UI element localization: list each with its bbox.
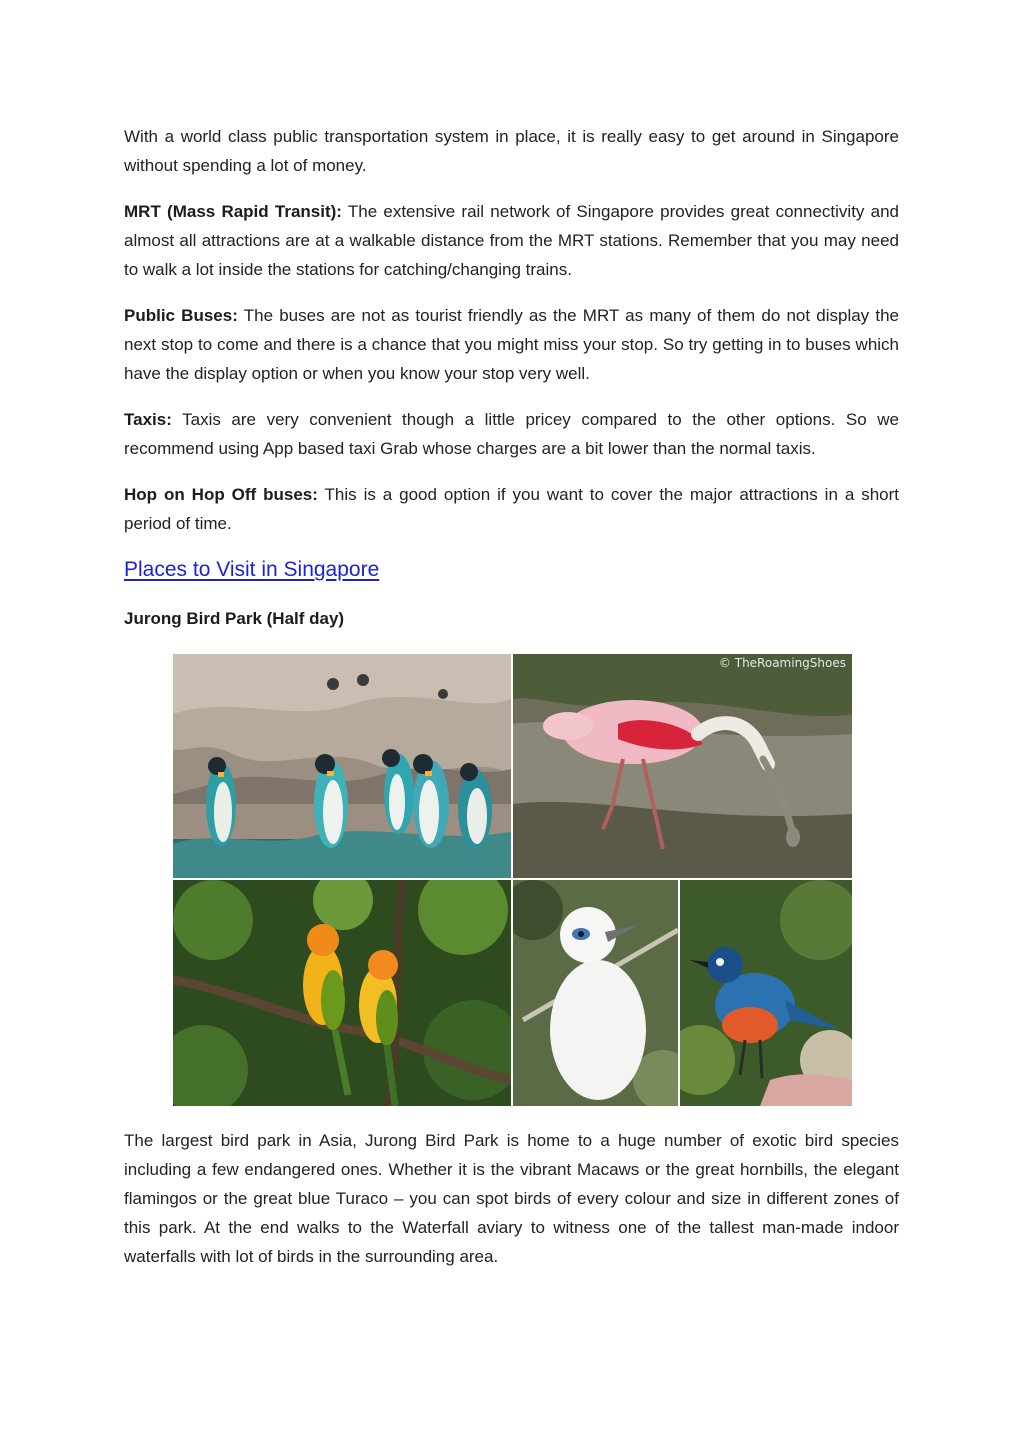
mrt-paragraph	[124, 197, 899, 284]
taxis-label: Taxis:	[124, 410, 172, 429]
place-title: Jurong Bird Park (Half day)	[124, 609, 345, 628]
taxis-text: Taxis are very convenient though a little pricey compared to the other options. So we recommend using App based taxi Grab whose charges are a bit lower than the normal taxis.	[124, 410, 899, 458]
white-bird-photo	[513, 880, 678, 1106]
place-description: The largest bird park in Asia, Jurong Bird Park is home to a huge number of exotic bird species including a few endangered ones. Whether it is the vibrant Macaws or the great hornbills, the elegant flamingos or the great blue Turaco – you can spot birds of every colour and size in different zones of this park. At the end walks to the Waterfall aviary to witness one of the tallest man-made indoor waterfalls with lot of birds in the surrounding area.	[124, 1131, 899, 1266]
mrt-label: MRT (Mass Rapid Transit):	[124, 202, 342, 221]
hop-on-text: This is a good option if you want to cover the major attractions in a short period of time.	[124, 485, 900, 533]
spoonbill-photo	[513, 654, 852, 878]
mrt-text: The extensive rail network of Singapore provides great connectivity and almost all attractions are at a walkable distance from the MRT stations. Remember that you may need to walk a lot inside the stations for catching/changing trains.	[124, 202, 899, 279]
hop-on-label: Hop on Hop Off buses:	[124, 485, 318, 504]
bird-photo-collage	[173, 654, 852, 1106]
hop-on-paragraph	[124, 480, 899, 538]
buses-label: Public Buses:	[124, 306, 238, 325]
penguins-photo	[173, 654, 511, 878]
intro-paragraph: With a world class public transportation system in place, it is really easy to get around in Singapore without spending a lot of money.	[124, 127, 899, 175]
section-title-link[interactable]: Places to Visit in Singapore	[124, 558, 380, 581]
buses-text: The buses are not as tourist friendly as the MRT as many of them do not display the next stop to come and there is a chance that you might miss your stop. So try getting in to buses which have the display option or when you know your stop very well.	[124, 306, 899, 383]
watermark-text: © TheRoamingShoes	[718, 656, 846, 670]
taxis-paragraph	[124, 405, 899, 463]
buses-paragraph	[124, 301, 899, 388]
sun-conures-photo	[173, 880, 511, 1106]
superb-starling-photo	[680, 880, 852, 1106]
